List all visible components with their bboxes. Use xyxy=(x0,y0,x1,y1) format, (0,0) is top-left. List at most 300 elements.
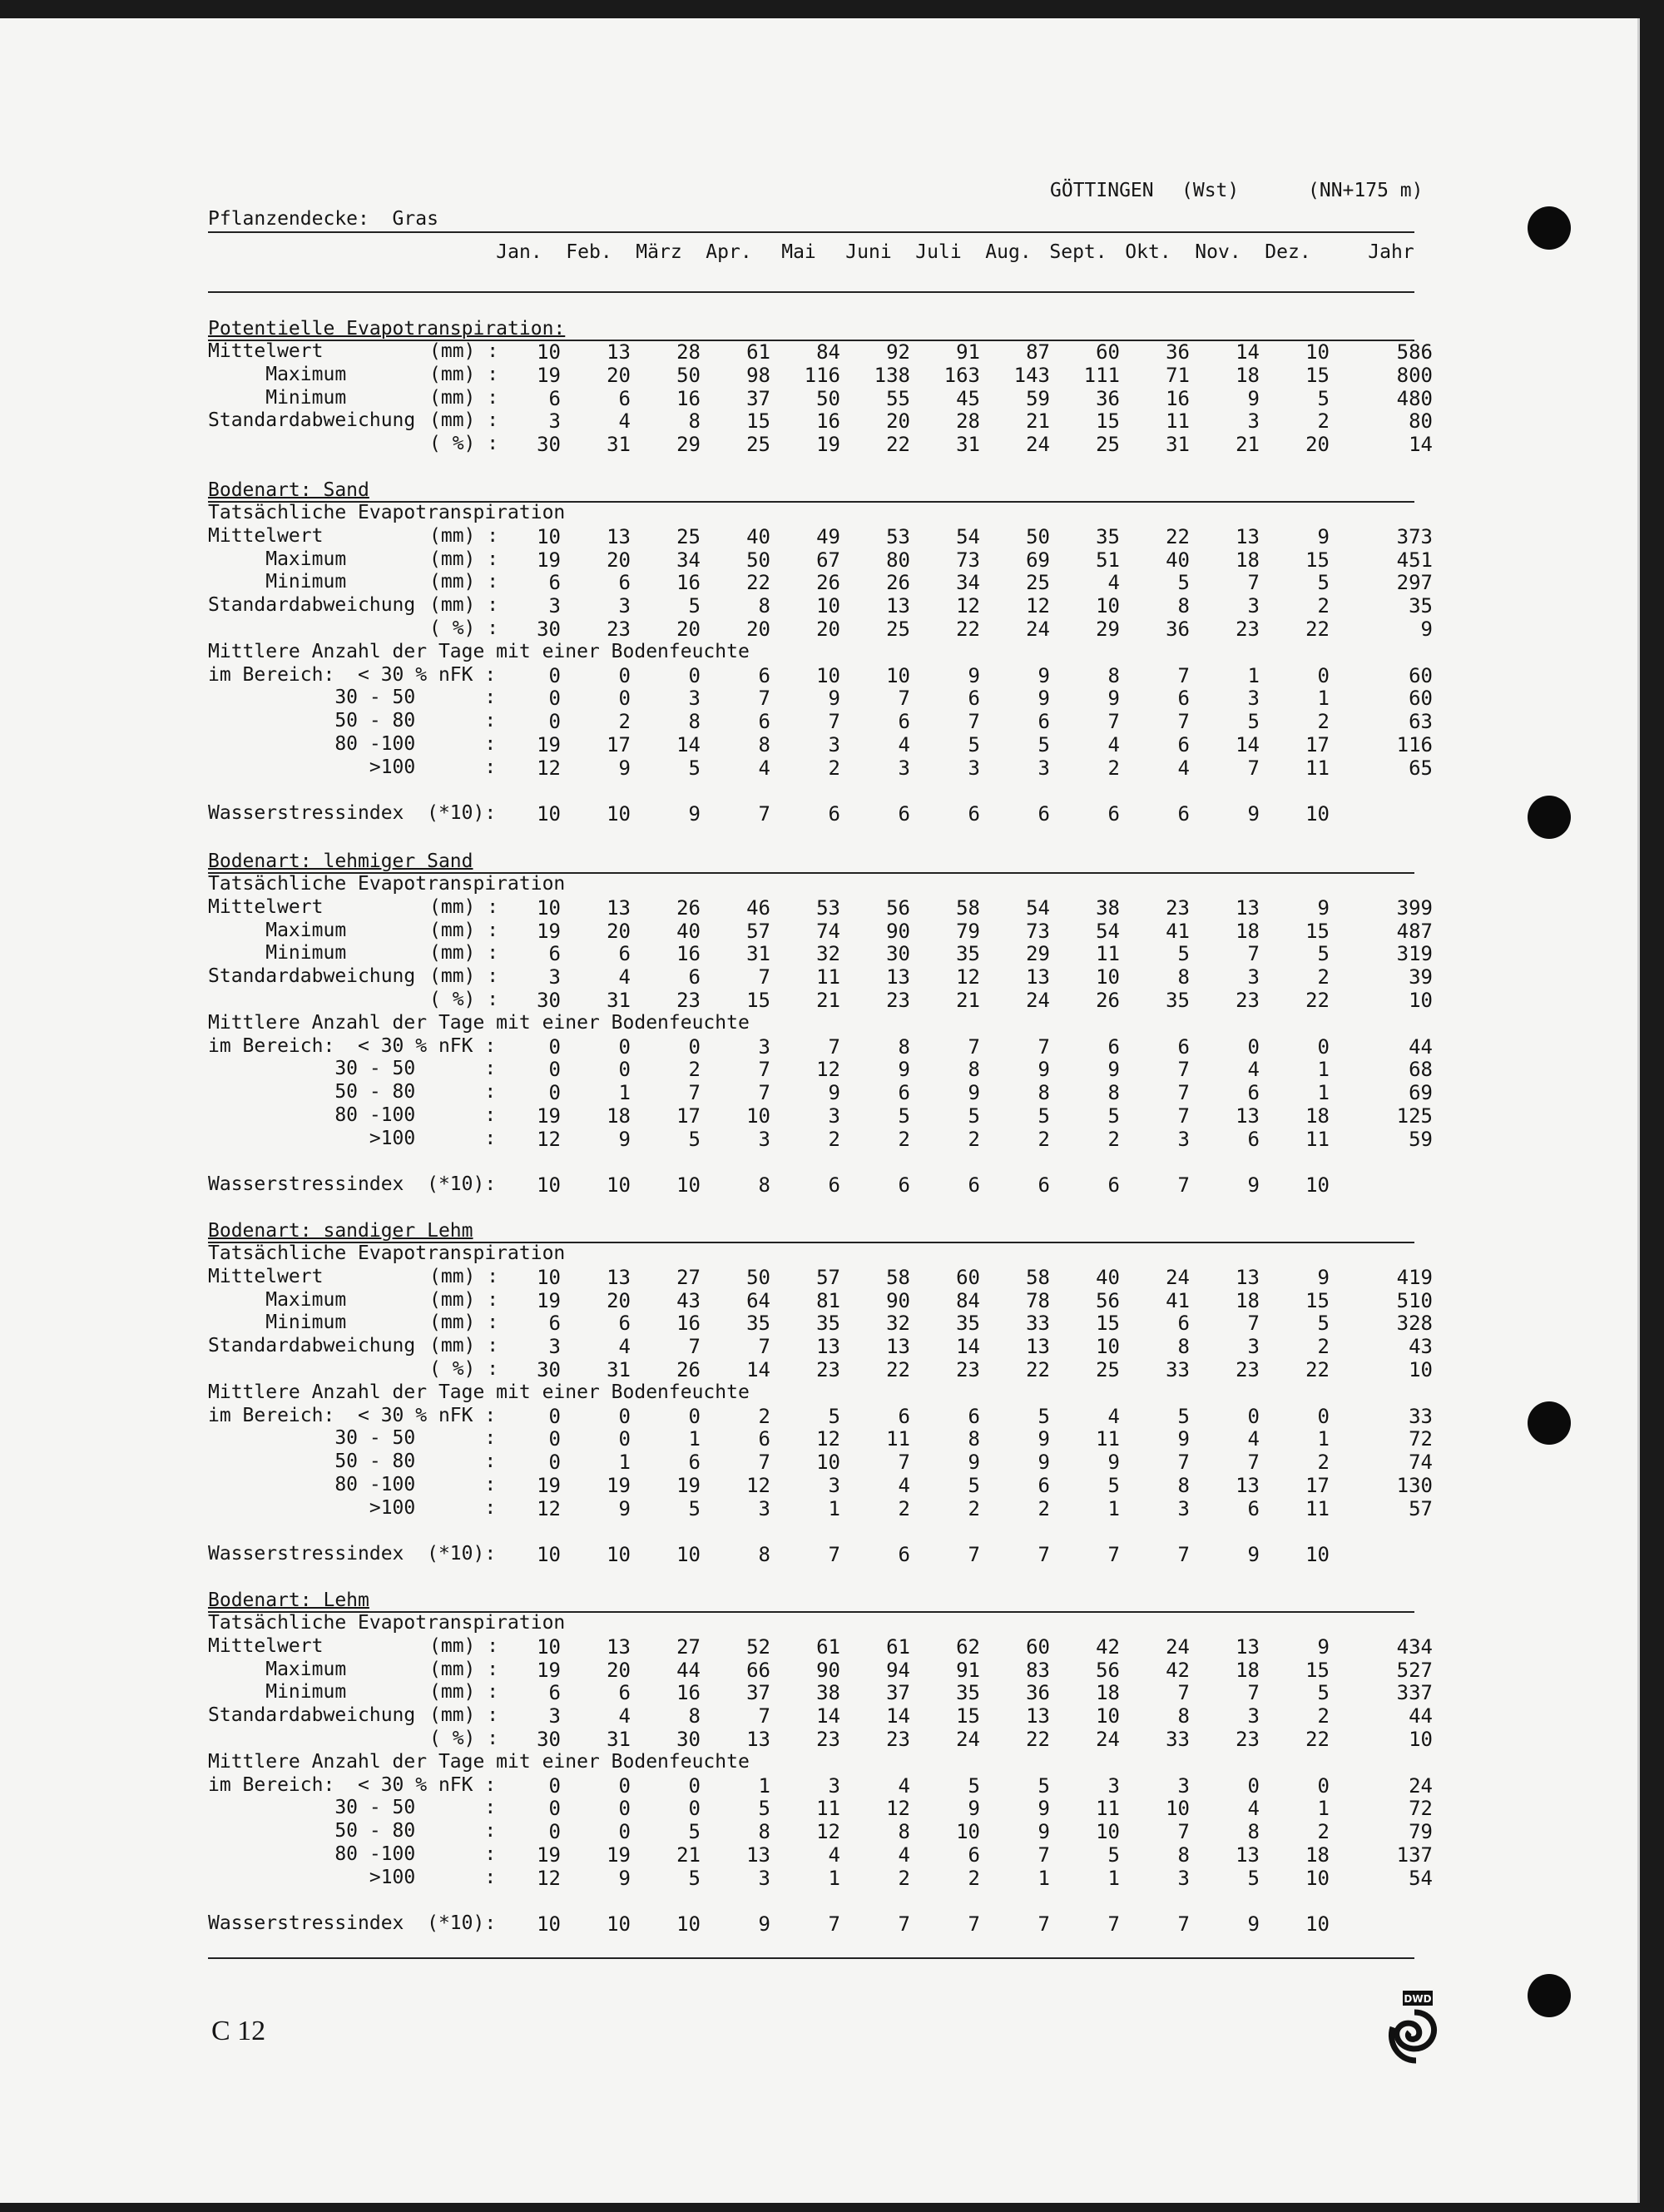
table-cell: 7 xyxy=(1177,1451,1190,1475)
table-cell: 10 xyxy=(537,524,561,548)
table-cell: 13 xyxy=(607,524,631,548)
table-cell: 40 xyxy=(746,524,770,548)
table-cell: 22 xyxy=(1305,1358,1330,1381)
column-header: Juni xyxy=(845,241,892,263)
table-cell: 19 xyxy=(607,1474,631,1497)
table-cell: 16 xyxy=(1166,386,1190,410)
row-unit: (mm) : xyxy=(429,895,499,918)
wsi-cell: 9 xyxy=(1247,802,1260,826)
table-cell: 72 xyxy=(1409,1427,1433,1451)
table-cell: 9 xyxy=(1038,1427,1050,1451)
row-unit: (mm) : xyxy=(429,571,499,593)
table-cell: 5 xyxy=(968,1104,980,1128)
row-label: Standardabweichung xyxy=(208,594,416,617)
table-cell: 12 xyxy=(537,756,561,780)
table-cell: 5 xyxy=(1317,942,1330,966)
table-cell: 9 xyxy=(1107,687,1120,711)
table-cell: 0 xyxy=(548,1820,561,1844)
table-cell: 28 xyxy=(676,340,701,364)
table-cell: 15 xyxy=(1305,1288,1330,1312)
wsi-cell: 10 xyxy=(1305,1173,1330,1198)
table-cell: 24 xyxy=(1026,433,1050,457)
wsi-cell: 6 xyxy=(1177,802,1190,826)
table-cell: 10 xyxy=(1409,989,1433,1012)
row-unit: (mm) : xyxy=(429,340,499,362)
table-cell: 4 xyxy=(898,1773,910,1798)
table-cell: 7 xyxy=(1247,756,1260,780)
table-cell: 14 xyxy=(886,1704,910,1728)
table-cell: 5 xyxy=(1177,1404,1190,1428)
wsi-cell: 6 xyxy=(1038,1173,1050,1198)
wsi-cell: 10 xyxy=(607,1173,631,1198)
table-cell: 5 xyxy=(968,1474,980,1497)
table-cell: 6 xyxy=(688,1451,701,1475)
table-cell: 434 xyxy=(1396,1634,1433,1659)
table-cell: 65 xyxy=(1409,756,1433,780)
table-cell: 137 xyxy=(1396,1843,1433,1867)
table-cell: 22 xyxy=(1305,989,1330,1012)
table-cell: 10 xyxy=(537,895,561,920)
row-label: Minimum xyxy=(208,386,347,409)
table-cell: 2 xyxy=(1317,710,1330,734)
table-cell: 7 xyxy=(828,1034,840,1059)
table-cell: 9 xyxy=(968,663,980,687)
row-label: 50 - 80 : xyxy=(208,710,497,732)
days-title: Mittlere Anzahl der Tage mit einer Bodenfeuchte xyxy=(208,1750,750,1773)
table-cell: 9 xyxy=(1038,663,1050,687)
table-cell: 56 xyxy=(1096,1288,1120,1312)
table-cell: 9 xyxy=(1038,1797,1050,1821)
table-cell: 3 xyxy=(548,1704,561,1728)
table-cell: 0 xyxy=(548,1404,561,1428)
table-cell: 9 xyxy=(1038,687,1050,711)
table-cell: 5 xyxy=(968,1773,980,1798)
wsi-cell: 10 xyxy=(676,1173,701,1198)
column-header: März xyxy=(636,241,682,263)
column-header: Feb. xyxy=(566,241,612,263)
wsi-cell: 10 xyxy=(607,1543,631,1567)
table-cell: 6 xyxy=(1247,1081,1260,1105)
table-cell: 297 xyxy=(1396,571,1433,595)
table-cell: 8 xyxy=(898,1820,910,1844)
table-cell: 24 xyxy=(1026,989,1050,1012)
horizontal-rule xyxy=(208,1957,1414,1959)
table-cell: 3 xyxy=(548,965,561,989)
table-cell: 6 xyxy=(618,386,631,410)
table-cell: 5 xyxy=(1317,1312,1330,1336)
table-cell: 23 xyxy=(886,1728,910,1751)
table-cell: 8 xyxy=(758,1820,770,1844)
table-cell: 7 xyxy=(828,710,840,734)
column-header: Jahr xyxy=(1368,241,1414,263)
table-cell: 32 xyxy=(886,1312,910,1336)
table-cell: 9 xyxy=(898,1058,910,1082)
table-cell: 20 xyxy=(607,1288,631,1312)
table-cell: 15 xyxy=(746,989,770,1012)
table-cell: 33 xyxy=(1026,1312,1050,1336)
table-cell: 8 xyxy=(688,409,701,434)
table-cell: 2 xyxy=(1317,1704,1330,1728)
table-cell: 98 xyxy=(746,363,770,387)
table-cell: 0 xyxy=(688,1773,701,1798)
column-header: Jan. xyxy=(496,241,542,263)
table-cell: 16 xyxy=(676,942,701,966)
table-cell: 36 xyxy=(1166,340,1190,364)
table-cell: 19 xyxy=(537,1104,561,1128)
table-cell: 29 xyxy=(1026,942,1050,966)
table-cell: 5 xyxy=(688,1496,701,1520)
table-cell: 84 xyxy=(816,340,840,364)
row-label: Mittelwert xyxy=(208,895,324,918)
table-cell: 4 xyxy=(1177,756,1190,780)
table-cell: 13 xyxy=(746,1728,770,1751)
table-cell: 13 xyxy=(1026,965,1050,989)
table-cell: 41 xyxy=(1166,1288,1190,1312)
table-cell: 30 xyxy=(537,1728,561,1751)
table-cell: 26 xyxy=(816,571,840,595)
table-cell: 22 xyxy=(1166,524,1190,548)
table-cell: 19 xyxy=(676,1474,701,1497)
row-label: >100 : xyxy=(208,756,497,778)
table-cell: 18 xyxy=(1236,1288,1260,1312)
table-cell: 5 xyxy=(1107,1104,1120,1128)
table-cell: 13 xyxy=(886,965,910,989)
wsi-cell: 10 xyxy=(537,1912,561,1937)
table-cell: 44 xyxy=(1409,1704,1433,1728)
table-cell: 8 xyxy=(1177,1843,1190,1867)
table-cell: 59 xyxy=(1409,1127,1433,1151)
table-cell: 3 xyxy=(758,1127,770,1151)
table-cell: 23 xyxy=(1166,895,1190,920)
table-cell: 0 xyxy=(548,1058,561,1082)
column-header: Okt. xyxy=(1125,241,1171,263)
column-header: Juli xyxy=(915,241,962,263)
section-title: Bodenart: Lehm xyxy=(208,1590,369,1611)
table-cell: 2 xyxy=(898,1496,910,1520)
row-label: Maximum xyxy=(208,548,347,570)
column-header: Nov. xyxy=(1195,241,1241,263)
table-cell: 29 xyxy=(676,433,701,457)
table-cell: 6 xyxy=(1177,733,1190,756)
table-cell: 13 xyxy=(886,594,910,618)
table-cell: 9 xyxy=(1107,1451,1120,1475)
table-cell: 373 xyxy=(1396,524,1433,548)
row-label: Minimum xyxy=(208,942,347,965)
table-cell: 12 xyxy=(746,1474,770,1497)
table-cell: 35 xyxy=(816,1312,840,1336)
table-cell: 7 xyxy=(688,1081,701,1105)
table-cell: 19 xyxy=(537,1658,561,1682)
table-cell: 8 xyxy=(688,1704,701,1728)
table-cell: 4 xyxy=(618,409,631,434)
table-cell: 6 xyxy=(618,571,631,595)
table-cell: 800 xyxy=(1396,363,1433,387)
table-cell: 58 xyxy=(1026,1265,1050,1289)
table-cell: 36 xyxy=(1166,617,1190,641)
station-name: GÖTTINGEN xyxy=(1050,180,1154,201)
table-cell: 14 xyxy=(1236,340,1260,364)
table-cell: 16 xyxy=(676,1312,701,1336)
table-cell: 5 xyxy=(1107,1474,1120,1497)
table-cell: 16 xyxy=(676,571,701,595)
table-cell: 319 xyxy=(1396,942,1433,966)
wsi-label: Wasserstressindex (*10): xyxy=(208,1173,497,1196)
table-cell: 0 xyxy=(1317,1034,1330,1059)
wsi-cell: 10 xyxy=(1305,1912,1330,1937)
punch-hole-icon xyxy=(1528,796,1571,839)
table-cell: 10 xyxy=(1305,1866,1330,1890)
table-cell: 83 xyxy=(1026,1658,1050,1682)
table-cell: 24 xyxy=(1026,617,1050,641)
table-cell: 71 xyxy=(1166,363,1190,387)
table-cell: 0 xyxy=(618,1034,631,1059)
table-cell: 5 xyxy=(1317,1681,1330,1705)
table-cell: 50 xyxy=(746,548,770,572)
row-unit: (mm) : xyxy=(429,548,499,570)
table-cell: 0 xyxy=(618,1797,631,1821)
wsi-cell: 6 xyxy=(1107,802,1120,826)
table-cell: 3 xyxy=(1247,594,1260,618)
table-cell: 15 xyxy=(1096,409,1120,434)
table-cell: 55 xyxy=(886,386,910,410)
table-cell: 6 xyxy=(1247,1496,1260,1520)
table-cell: 5 xyxy=(1247,1866,1260,1890)
table-cell: 15 xyxy=(1305,1658,1330,1682)
table-cell: 6 xyxy=(688,965,701,989)
table-cell: 14 xyxy=(816,1704,840,1728)
table-cell: 7 xyxy=(1177,1820,1190,1844)
table-cell: 10 xyxy=(537,340,561,364)
table-cell: 8 xyxy=(1247,1820,1260,1844)
table-cell: 13 xyxy=(1026,1704,1050,1728)
table-cell: 23 xyxy=(676,989,701,1012)
wsi-cell: 10 xyxy=(676,1912,701,1937)
table-cell: 1 xyxy=(1317,1427,1330,1451)
table-cell: 19 xyxy=(537,1474,561,1497)
table-cell: 17 xyxy=(1305,1474,1330,1497)
table-cell: 1 xyxy=(618,1081,631,1105)
table-cell: 5 xyxy=(898,1104,910,1128)
table-cell: 91 xyxy=(956,1658,980,1682)
column-header: Aug. xyxy=(985,241,1032,263)
table-cell: 49 xyxy=(816,524,840,548)
table-cell: 13 xyxy=(1236,1104,1260,1128)
column-header: Sept. xyxy=(1049,241,1107,263)
column-header: Dez. xyxy=(1265,241,1311,263)
table-cell: 25 xyxy=(676,524,701,548)
table-cell: 31 xyxy=(607,989,631,1012)
table-cell: 138 xyxy=(874,363,910,387)
section-title: Bodenart: Sand xyxy=(208,479,369,501)
table-cell: 30 xyxy=(537,433,561,457)
table-cell: 27 xyxy=(676,1634,701,1659)
section-subtitle: Tatsächliche Evapotranspiration xyxy=(208,1242,566,1264)
table-cell: 24 xyxy=(956,1728,980,1751)
table-cell: 10 xyxy=(1096,965,1120,989)
table-cell: 3 xyxy=(898,756,910,780)
table-cell: 12 xyxy=(537,1496,561,1520)
table-cell: 20 xyxy=(607,548,631,572)
wsi-cell: 7 xyxy=(758,802,770,826)
table-cell: 2 xyxy=(1317,409,1330,434)
table-cell: 11 xyxy=(816,1797,840,1821)
table-cell: 2 xyxy=(1107,1127,1120,1151)
table-cell: 57 xyxy=(746,919,770,943)
table-cell: 0 xyxy=(548,1773,561,1798)
table-cell: 586 xyxy=(1396,340,1433,364)
table-cell: 13 xyxy=(1236,1634,1260,1659)
table-cell: 34 xyxy=(956,571,980,595)
table-cell: 94 xyxy=(886,1658,910,1682)
punch-hole-icon xyxy=(1528,1401,1571,1445)
table-cell: 23 xyxy=(607,617,631,641)
table-cell: 7 xyxy=(1247,942,1260,966)
table-cell: 38 xyxy=(816,1681,840,1705)
table-cell: 6 xyxy=(758,1427,770,1451)
table-cell: 0 xyxy=(1317,1773,1330,1798)
row-label: Minimum xyxy=(208,571,347,593)
table-cell: 7 xyxy=(1247,1312,1260,1336)
table-cell: 9 xyxy=(1317,1265,1330,1289)
table-cell: 0 xyxy=(618,1058,631,1082)
table-cell: 69 xyxy=(1409,1081,1433,1105)
table-cell: 2 xyxy=(1038,1127,1050,1151)
station-type: (Wst) xyxy=(1181,180,1240,201)
table-cell: 50 xyxy=(746,1265,770,1289)
table-cell: 6 xyxy=(548,1312,561,1336)
table-cell: 8 xyxy=(1107,663,1120,687)
table-cell: 10 xyxy=(816,663,840,687)
table-cell: 2 xyxy=(968,1496,980,1520)
table-cell: 3 xyxy=(968,756,980,780)
page-number: C 12 xyxy=(211,2016,266,2046)
table-cell: 2 xyxy=(1317,1451,1330,1475)
table-cell: 6 xyxy=(898,1404,910,1428)
table-cell: 10 xyxy=(1096,594,1120,618)
table-cell: 23 xyxy=(1236,989,1260,1012)
table-cell: 7 xyxy=(1038,1034,1050,1059)
table-cell: 20 xyxy=(1305,433,1330,457)
row-unit: ( %) : xyxy=(429,989,499,1010)
wsi-cell: 7 xyxy=(968,1912,980,1937)
table-cell: 130 xyxy=(1396,1474,1433,1497)
table-cell: 45 xyxy=(956,386,980,410)
table-cell: 44 xyxy=(676,1658,701,1682)
row-label: Maximum xyxy=(208,363,347,385)
row-label: >100 : xyxy=(208,1496,497,1519)
table-cell: 5 xyxy=(688,1127,701,1151)
table-cell: 90 xyxy=(816,1658,840,1682)
table-cell: 13 xyxy=(816,1335,840,1359)
row-label: im Bereich: < 30 % nFK : xyxy=(208,663,497,686)
table-cell: 13 xyxy=(746,1843,770,1867)
row-label: 30 - 50 : xyxy=(208,687,497,709)
table-cell: 10 xyxy=(1166,1797,1190,1821)
row-unit: (mm) : xyxy=(429,919,499,941)
table-cell: 2 xyxy=(1038,1496,1050,1520)
table-cell: 17 xyxy=(676,1104,701,1128)
table-cell: 527 xyxy=(1396,1658,1433,1682)
section-subtitle: Tatsächliche Evapotranspiration xyxy=(208,502,566,523)
table-cell: 58 xyxy=(956,895,980,920)
table-cell: 27 xyxy=(676,1265,701,1289)
table-cell: 29 xyxy=(1096,617,1120,641)
table-cell: 9 xyxy=(1038,1820,1050,1844)
table-cell: 5 xyxy=(688,756,701,780)
table-cell: 0 xyxy=(688,1797,701,1821)
table-cell: 13 xyxy=(607,895,631,920)
table-cell: 12 xyxy=(816,1427,840,1451)
table-cell: 8 xyxy=(1177,1335,1190,1359)
table-cell: 22 xyxy=(1026,1728,1050,1751)
table-cell: 26 xyxy=(1096,989,1120,1012)
table-cell: 25 xyxy=(1096,1358,1120,1381)
table-cell: 7 xyxy=(758,1451,770,1475)
table-cell: 18 xyxy=(1096,1681,1120,1705)
row-label: 50 - 80 : xyxy=(208,1081,497,1104)
days-title: Mittlere Anzahl der Tage mit einer Bodenfeuchte xyxy=(208,1381,750,1403)
row-unit: ( %) : xyxy=(429,433,499,455)
table-cell: 73 xyxy=(956,548,980,572)
table-cell: 8 xyxy=(758,733,770,756)
table-cell: 31 xyxy=(607,1728,631,1751)
table-cell: 2 xyxy=(1317,1335,1330,1359)
table-cell: 0 xyxy=(688,1404,701,1428)
table-cell: 510 xyxy=(1396,1288,1433,1312)
wsi-cell: 8 xyxy=(758,1173,770,1198)
table-cell: 61 xyxy=(886,1634,910,1659)
wsi-cell: 6 xyxy=(968,802,980,826)
table-cell: 21 xyxy=(956,989,980,1012)
wsi-cell: 7 xyxy=(898,1912,910,1937)
table-cell: 79 xyxy=(1409,1820,1433,1844)
table-cell: 60 xyxy=(1409,687,1433,711)
wsi-cell: 8 xyxy=(758,1543,770,1567)
row-unit: (mm) : xyxy=(429,942,499,965)
row-label: 80 -100 : xyxy=(208,733,497,755)
table-cell: 39 xyxy=(1409,965,1433,989)
table-cell: 0 xyxy=(1247,1034,1260,1059)
table-cell: 25 xyxy=(886,617,910,641)
table-cell: 50 xyxy=(676,363,701,387)
wsi-cell: 6 xyxy=(898,1543,910,1567)
table-cell: 30 xyxy=(537,617,561,641)
row-unit: (mm) : xyxy=(429,1335,499,1357)
table-cell: 1 xyxy=(1317,687,1330,711)
wsi-cell: 9 xyxy=(1247,1912,1260,1937)
table-cell: 44 xyxy=(1409,1034,1433,1059)
row-unit: (mm) : xyxy=(429,363,499,385)
row-label: 80 -100 : xyxy=(208,1104,497,1126)
table-cell: 28 xyxy=(956,409,980,434)
table-cell: 3 xyxy=(828,1773,840,1798)
table-cell: 6 xyxy=(618,942,631,966)
table-cell: 19 xyxy=(537,548,561,572)
table-cell: 1 xyxy=(758,1773,770,1798)
table-cell: 7 xyxy=(1107,710,1120,734)
table-cell: 10 xyxy=(1096,1335,1120,1359)
table-cell: 7 xyxy=(688,1335,701,1359)
table-cell: 11 xyxy=(816,965,840,989)
horizontal-rule xyxy=(208,231,1414,233)
table-cell: 25 xyxy=(1096,433,1120,457)
wsi-cell: 7 xyxy=(968,1543,980,1567)
table-cell: 2 xyxy=(1317,594,1330,618)
table-cell: 13 xyxy=(607,1634,631,1659)
table-cell: 57 xyxy=(1409,1496,1433,1520)
table-cell: 14 xyxy=(1409,433,1433,457)
table-cell: 0 xyxy=(618,1773,631,1798)
